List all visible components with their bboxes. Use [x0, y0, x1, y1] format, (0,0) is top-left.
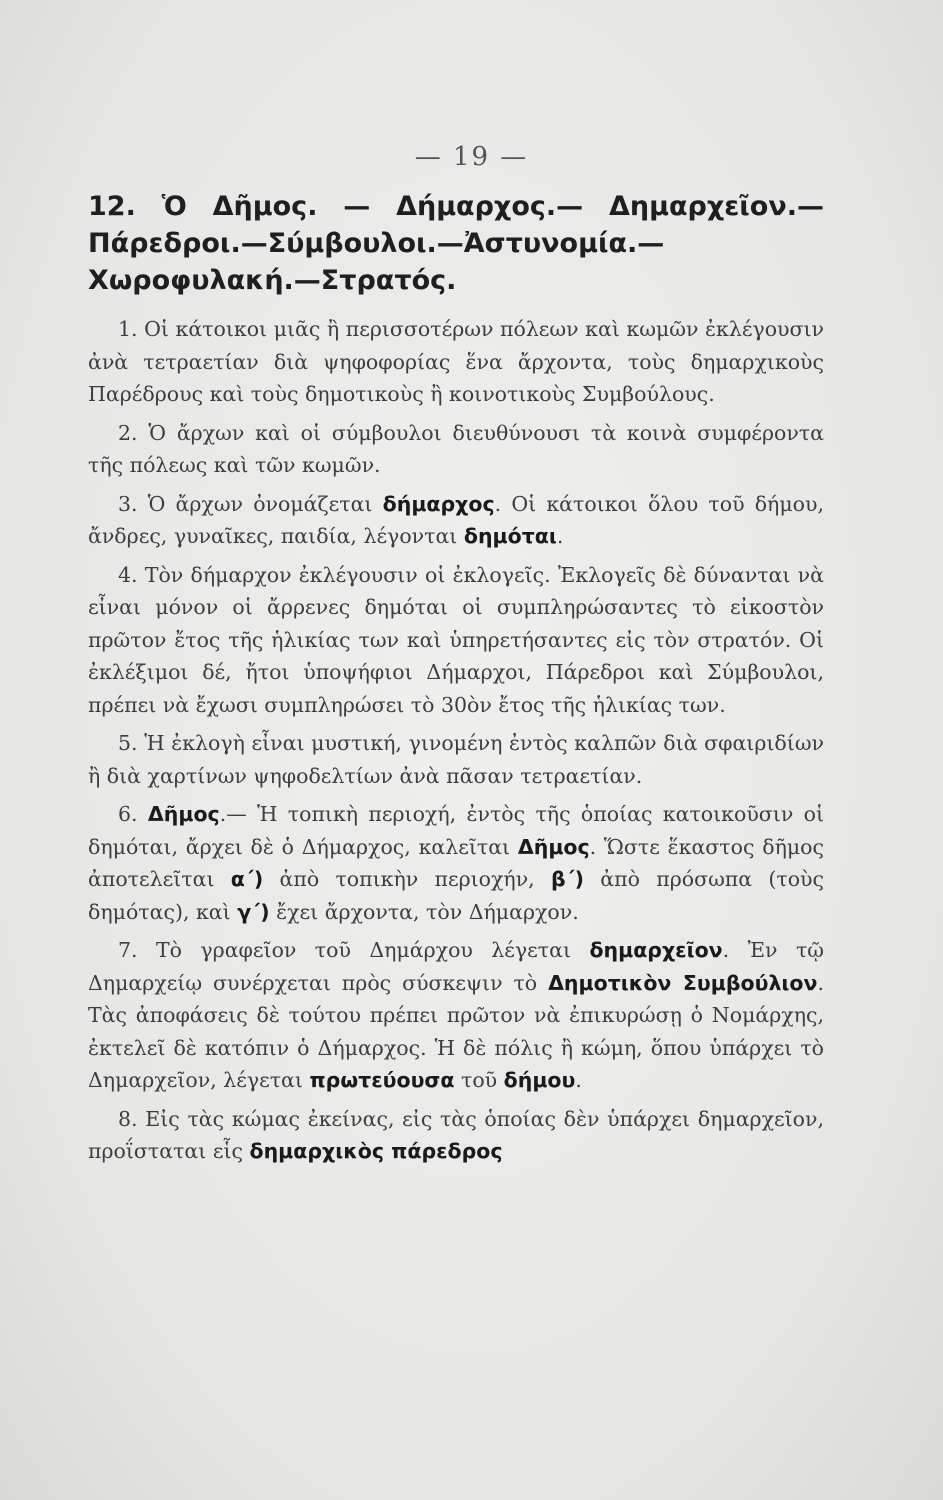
paragraph-text: . Τὰς ἀποφάσεις δὲ τούτου πρέπει πρῶτον νὰ ἐπικυρώσῃ ὁ Νομάρχης, ἐκτελεῖ δὲ κατόπιν ὁ Δήμαρχος. Ἡ δὲ πόλις ἢ κώμη, ὅπου ὑπάρχει τὸ Δημαρχεῖον, λέγεται — [88, 970, 824, 1092]
paragraph-text: τοῦ — [454, 1068, 504, 1092]
paragraph — [88, 1103, 824, 1168]
paragraph-text: ἀπὸ πρόσωπα (τοὺς δημότας), καὶ — [88, 867, 825, 924]
paragraph-text: .— Ἡ τοπικὴ περιοχή, ἐντὸς τῆς ὁποίας κατοικοῦσιν οἱ δημόται, ἄρχει δὲ ὁ Δήμαρχος, καλεῖται — [88, 802, 825, 859]
paragraph — [88, 934, 824, 1097]
bold-term: δήμαρχος — [382, 491, 495, 516]
paragraph — [88, 417, 824, 482]
bold-term: πρωτεύουσα — [309, 1068, 455, 1092]
paragraph — [88, 559, 824, 722]
paragraph-text: 4. Τὸν δήμαρχον ἐκλέγουσιν οἱ ἐκλογεῖς. Ἐκλογεῖς δὲ δύνανται νὰ εἶναι μόνον οἱ ἄρρενες δημόται οἱ συμπληρώσαντες τὸ εἰκοστὸν πρῶτον ἔτος τῆς ἡλικίας των καὶ ὑπηρετήσαντες εἰς τὸν στρατόν. Οἱ ἐκλέξιμοι δέ, ἤτοι ὑποψήφιοι Δήμαρχοι, Πάρεδροι καὶ Σύμβουλοι, πρέπει νὰ ἔχωσι συμπληρώσει τὸ 30ὸν ἔτος τῆς ἡλικίας των. — [88, 562, 824, 717]
paragraph-text: ἔχει ἄρχοντα, τὸν Δήμαρχον. — [269, 899, 579, 924]
paragraph-text: 3. Ὁ ἄρχων ὀνομάζεται — [118, 491, 383, 516]
paragraph — [88, 727, 824, 792]
bold-term: Δῆμος — [517, 834, 590, 859]
bold-term: γ΄) — [237, 899, 270, 924]
bold-term: δημαρχικὸς πάρεδρος — [249, 1139, 503, 1163]
bold-term: α΄) — [230, 867, 264, 891]
paragraph-text: 5. Ἡ ἐκλογὴ εἶναι μυστική, γινομένη ἐντὸς καλπῶν διὰ σφαιριδίων ἢ διὰ χαρτίνων ψηφοδελτίων ἀνὰ πᾶσαν τετραετίαν. — [88, 731, 824, 788]
paragraph-text: 6. — [118, 802, 148, 826]
paragraph-text: . Οἱ κάτοικοι ὅλου τοῦ δήμου, ἄνδρες, γυναῖκες, παιδία, λέγονται — [88, 491, 824, 548]
paragraph-text: ἀπὸ τοπικὴν περιοχήν, — [263, 867, 551, 891]
page-number: — 19 — — [414, 142, 529, 172]
page-content — [88, 188, 824, 1174]
bold-term: δημαρχεῖον — [589, 938, 723, 962]
paragraph-text: . Ὥστε ἕκαστος δῆμος ἀποτελεῖται — [88, 834, 825, 891]
bold-term: δημόται — [463, 524, 557, 548]
paragraph-text: 7. Τὸ γραφεῖον τοῦ Δημάρχου λέγεται — [118, 938, 590, 962]
bold-term: Δημοτικὸν Συμβούλιον — [548, 970, 818, 995]
bold-term: β΄) — [550, 867, 585, 891]
paragraph — [88, 313, 824, 411]
paragraph-text: 1. Οἱ κάτοικοι μιᾶς ἢ περισσοτέρων πόλεων καὶ κωμῶν ἐκλέγουσιν ἀνὰ τετραετίαν διὰ ψηφοφορίας ἕνα ἄρχοντα, τοὺς δημαρχικοὺς Παρέδρους καὶ τοὺς δημοτικοὺς ἢ κοινοτικοὺς Συμβούλους. — [88, 317, 824, 406]
bold-term: Δῆμος — [147, 802, 220, 826]
bold-term: δήμου — [503, 1068, 576, 1092]
paragraph-text: . Ἐν τῷ Δημαρχείῳ συνέρχεται πρὸς σύσκεψιν τὸ — [88, 938, 824, 995]
paragraph-text: . — [575, 1068, 582, 1092]
paragraph — [88, 798, 824, 928]
paragraph-text: . — [556, 524, 564, 548]
paragraph-text: 2. Ὁ ἄρχων καὶ οἱ σύμβουλοι διευθύνουσι τὰ κοινὰ συμφέροντα τῆς πόλεως καὶ τῶν κωμῶν. — [88, 420, 824, 477]
paragraph — [88, 488, 824, 553]
section-heading: 12. Ὁ Δῆμος. — Δήμαρχος.— Δημαρχεῖον.—Πάρεδροι.—Σύμβουλοι.—Ἀστυνομία.—Χωροφυλακή.—Στρατός. — [88, 191, 824, 296]
paragraph-text: 8. Εἰς τὰς κώμας ἐκείνας, εἰς τὰς ὁποίας δὲν ὑπάρχει δημαρχεῖον, προΐσταται εἷς — [88, 1106, 824, 1163]
